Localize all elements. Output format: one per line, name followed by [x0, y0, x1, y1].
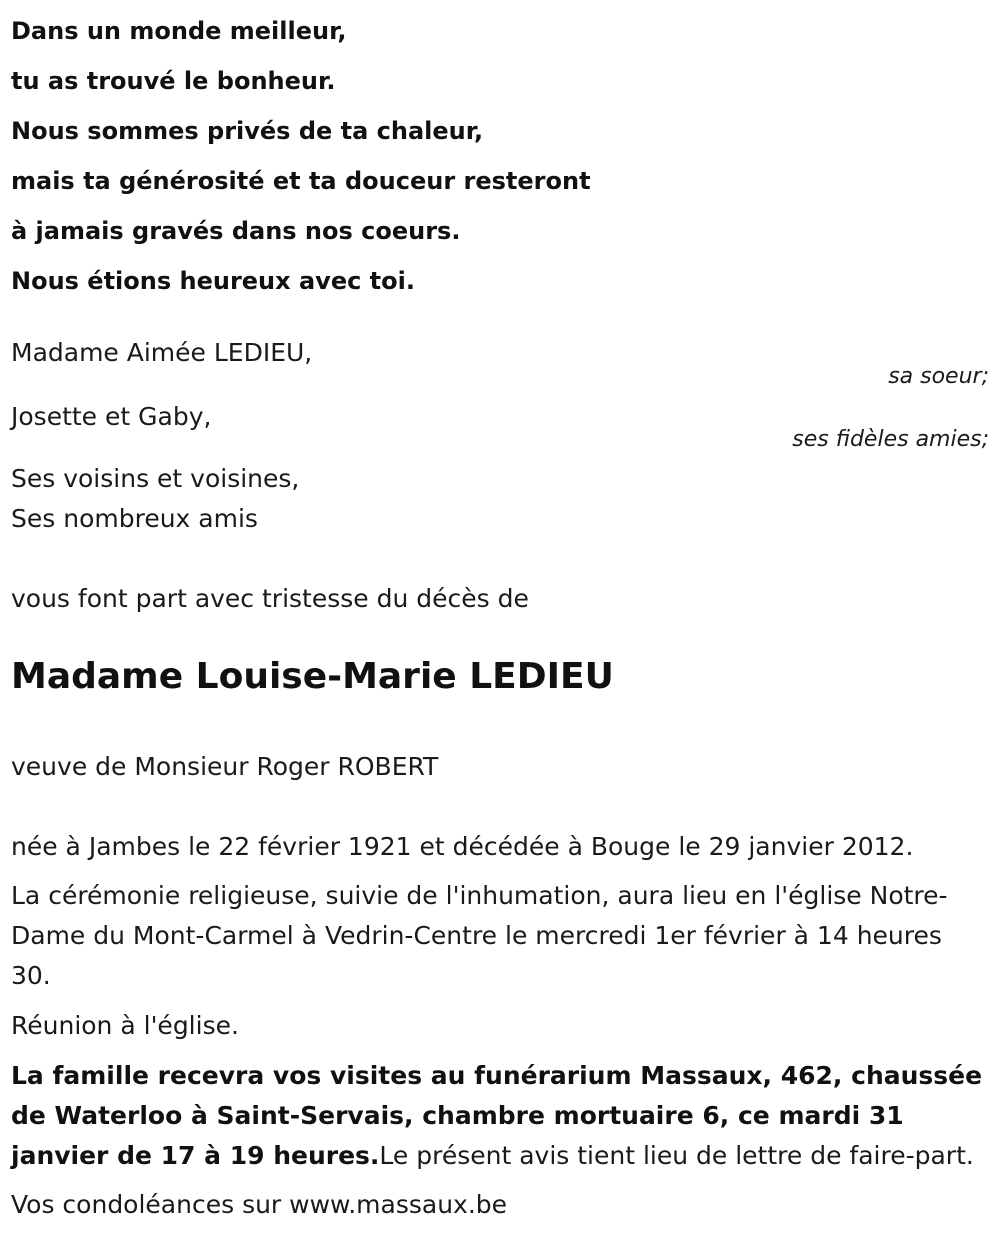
meeting-text: Réunion à l'église. — [11, 1011, 239, 1040]
neighbors: Ses voisins et voisines, — [11, 464, 300, 493]
visits-info: La famille recevra vos visites au funérarium Massaux, 462, chaussée de Waterloo à Saint-Servais, chambre mortuaire 6, ce mardi 31 janvier de 17 à 19 heures. — [11, 1061, 983, 1170]
widow-of: veuve de Monsieur Roger ROBERT — [11, 752, 439, 781]
birth-death: née à Jambes le 22 février 1921 et décédée à Bouge le 29 janvier 2012. — [11, 832, 914, 861]
many-friends: Ses nombreux amis — [11, 504, 258, 533]
friends-name: Josette et Gaby, — [11, 402, 212, 431]
visits-note: Le présent avis tient lieu de lettre de faire-part. — [379, 1141, 974, 1170]
poem-line: Dans un monde meilleur, — [11, 17, 347, 45]
sister-relation: sa soeur; — [888, 364, 989, 389]
friends-relation: ses fidèles amies; — [792, 427, 989, 452]
poem-line: Nous étions heureux avec toi. — [11, 267, 415, 295]
poem-line: tu as trouvé le bonheur. — [11, 67, 336, 95]
poem-line: Nous sommes privés de ta chaleur, — [11, 117, 484, 145]
sister-name: Madame Aimée LEDIEU, — [11, 338, 313, 367]
visits-paragraph — [11, 1056, 989, 1176]
poem-line: à jamais gravés dans nos coeurs. — [11, 217, 461, 245]
announcement: vous font part avec tristesse du décès de — [11, 584, 529, 613]
poem-line: mais ta générosité et ta douceur resteront — [11, 167, 591, 195]
condolences-text: Vos condoléances sur www.massaux.be — [11, 1190, 508, 1219]
obituary-page — [11, 0, 989, 1219]
ceremony-text: La cérémonie religieuse, suivie de l'inhumation, aura lieu en l'église Notre-Dame du Mont-Carmel à Vedrin-Centre le mercredi 1er février à 14 heures 30. — [11, 881, 948, 990]
poem — [11, 6, 989, 306]
deceased-name: Madame Louise-Marie LEDIEU — [11, 656, 614, 697]
